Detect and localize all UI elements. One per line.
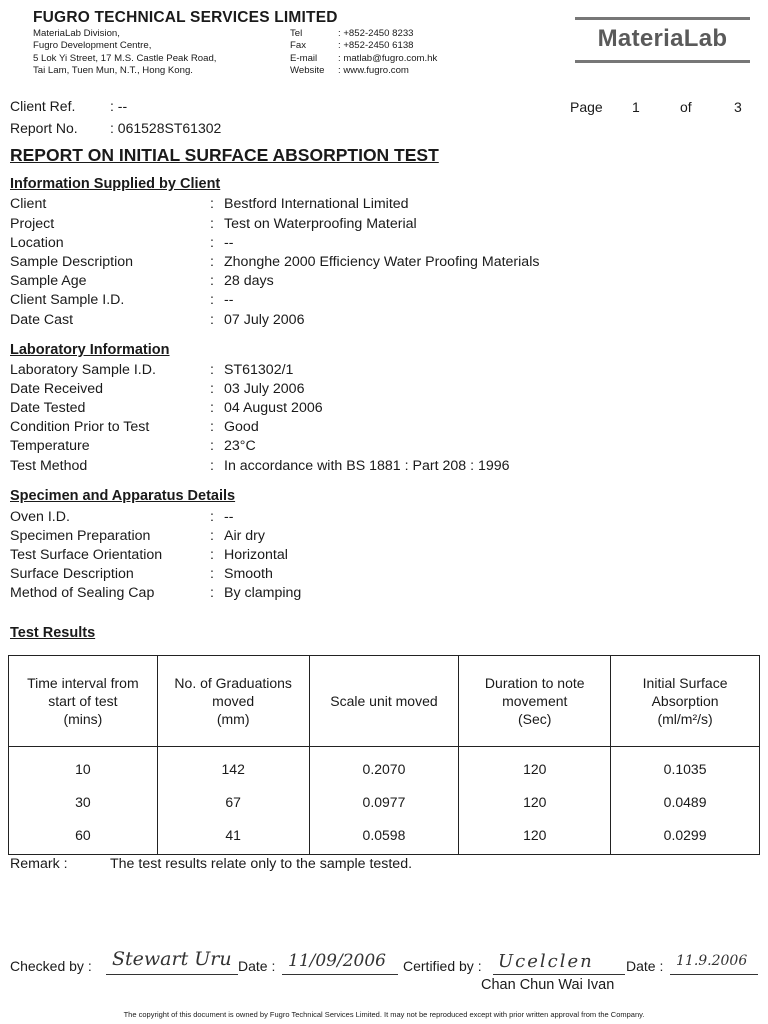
col-header-graduations: No. of Graduations moved (mm) bbox=[157, 656, 309, 747]
contact-fax: Fax : +852-2450 6138 bbox=[290, 40, 414, 52]
certified-by-line bbox=[493, 974, 625, 975]
report-no: Report No. : 061528ST61302 bbox=[10, 120, 222, 136]
field-oven-id: Oven I.D. : -- bbox=[10, 509, 234, 525]
field-client: Client : Bestford International Limited bbox=[10, 196, 409, 212]
col-header-time-interval: Time interval from start of test (mins) bbox=[9, 656, 158, 747]
section-heading-results: Test Results bbox=[10, 625, 96, 641]
field-temperature: Temperature : 23°C bbox=[10, 438, 256, 454]
field-lab-sample-id: Laboratory Sample I.D. : ST61302/1 bbox=[10, 362, 294, 378]
report-title: REPORT ON INITIAL SURFACE ABSORPTION TEST bbox=[10, 145, 439, 165]
table-cell: 0.0977 bbox=[309, 785, 459, 818]
field-date-received: Date Received : 03 July 2006 bbox=[10, 381, 305, 397]
checked-by-label: Checked by : bbox=[10, 958, 92, 974]
field-condition: Condition Prior to Test : Good bbox=[10, 419, 259, 435]
contact-email: E-mail : matlab@fugro.com.hk bbox=[290, 52, 438, 64]
table-cell: 120 bbox=[459, 785, 611, 818]
address-line: MateriaLab Division, bbox=[33, 28, 120, 39]
address-line: 5 Lok Yi Street, 17 M.S. Castle Peak Road, bbox=[33, 52, 217, 64]
certified-by-label: Certified by : bbox=[403, 958, 482, 974]
address-line: Tai Lam, Tuen Mun, N.T., Hong Kong. bbox=[33, 64, 193, 76]
table-cell: 120 bbox=[459, 818, 611, 855]
certifier-name: Chan Chun Wai Ivan bbox=[481, 977, 615, 993]
remark bbox=[10, 856, 412, 872]
table-cell: 60 bbox=[9, 818, 158, 855]
table-row bbox=[9, 747, 760, 786]
table-cell: 30 bbox=[9, 785, 158, 818]
field-surface-description: Surface Description : Smooth bbox=[10, 566, 273, 582]
copyright-footer: The copyright of this document is owned by Fugro Technical Services Limited. It may not be reproduced except with prior written approval from the Company. bbox=[123, 1010, 645, 1019]
field-date-tested: Date Tested : 04 August 2006 bbox=[10, 400, 323, 416]
field-surface-orientation: Test Surface Orientation : Horizontal bbox=[10, 547, 288, 563]
table-cell: 41 bbox=[157, 818, 309, 855]
remark-label: Remark : bbox=[10, 856, 68, 872]
checked-by-signature: Stewart Uru bbox=[112, 948, 232, 970]
field-sample-age: Sample Age : 28 days bbox=[10, 273, 274, 289]
logo-bar-bottom bbox=[575, 60, 750, 63]
certified-by-signature: Ucelclen bbox=[498, 951, 594, 972]
col-header-absorption: Initial Surface Absorption (ml/m²/s) bbox=[611, 656, 760, 747]
table-cell: 120 bbox=[459, 747, 611, 786]
table-cell: 0.0598 bbox=[309, 818, 459, 855]
section-heading-client: Information Supplied by Client bbox=[10, 176, 221, 192]
field-client-sample-id: Client Sample I.D. : -- bbox=[10, 292, 234, 308]
date2-value: 11.9.2006 bbox=[676, 953, 748, 969]
col-header-scale-unit: Scale unit moved bbox=[309, 656, 459, 747]
table-cell: 0.1035 bbox=[611, 747, 760, 786]
date2-line bbox=[670, 974, 758, 975]
field-specimen-preparation: Specimen Preparation : Air dry bbox=[10, 528, 265, 544]
table-cell: 67 bbox=[157, 785, 309, 818]
section-heading-specimen: Specimen and Apparatus Details bbox=[10, 488, 236, 504]
results-table bbox=[8, 655, 760, 855]
remark-text: The test results relate only to the sample tested. bbox=[110, 856, 413, 872]
date1-line bbox=[282, 974, 398, 975]
col-header-duration: Duration to note movement (Sec) bbox=[459, 656, 611, 747]
section-heading-lab: Laboratory Information bbox=[10, 342, 170, 358]
table-row bbox=[9, 785, 760, 818]
field-project: Project : Test on Waterproofing Material bbox=[10, 216, 417, 232]
checked-by-line bbox=[106, 974, 238, 975]
table-cell: 0.2070 bbox=[309, 747, 459, 786]
company-name: FUGRO TECHNICAL SERVICES LIMITED bbox=[33, 9, 338, 26]
client-ref: Client Ref. : -- bbox=[10, 98, 128, 114]
field-location: Location : -- bbox=[10, 235, 234, 251]
date1-label: Date : bbox=[238, 958, 276, 974]
table-cell: 0.0299 bbox=[611, 818, 760, 855]
contact-website: Website : www.fugro.com bbox=[290, 64, 409, 76]
field-sealing-cap: Method of Sealing Cap : By clamping bbox=[10, 585, 302, 601]
company-contacts bbox=[290, 28, 437, 77]
logo-text: MateriaLab bbox=[597, 25, 728, 52]
date1-value: 11/09/2006 bbox=[288, 951, 386, 971]
date2-label: Date : bbox=[626, 958, 664, 974]
company-address bbox=[33, 28, 216, 77]
table-cell: 142 bbox=[157, 747, 309, 786]
table-row bbox=[9, 818, 760, 855]
address-line: Fugro Development Centre, bbox=[33, 40, 152, 52]
logo-bar-top bbox=[575, 17, 750, 20]
table-cell: 0.0489 bbox=[611, 785, 760, 818]
table-cell: 10 bbox=[9, 747, 158, 786]
page-indicator: Page 1 of 3 bbox=[570, 99, 742, 115]
results-header-row bbox=[9, 656, 760, 747]
materialab-logo bbox=[575, 17, 750, 63]
field-test-method: Test Method : In accordance with BS 1881 : Part 208 : 1996 bbox=[10, 458, 510, 474]
field-date-cast: Date Cast : 07 July 2006 bbox=[10, 312, 305, 328]
field-sample-description: Sample Description : Zhonghe 2000 Efficiency Water Proofing Materials bbox=[10, 254, 540, 270]
contact-tel: Tel : +852-2450 8233 bbox=[290, 28, 414, 39]
